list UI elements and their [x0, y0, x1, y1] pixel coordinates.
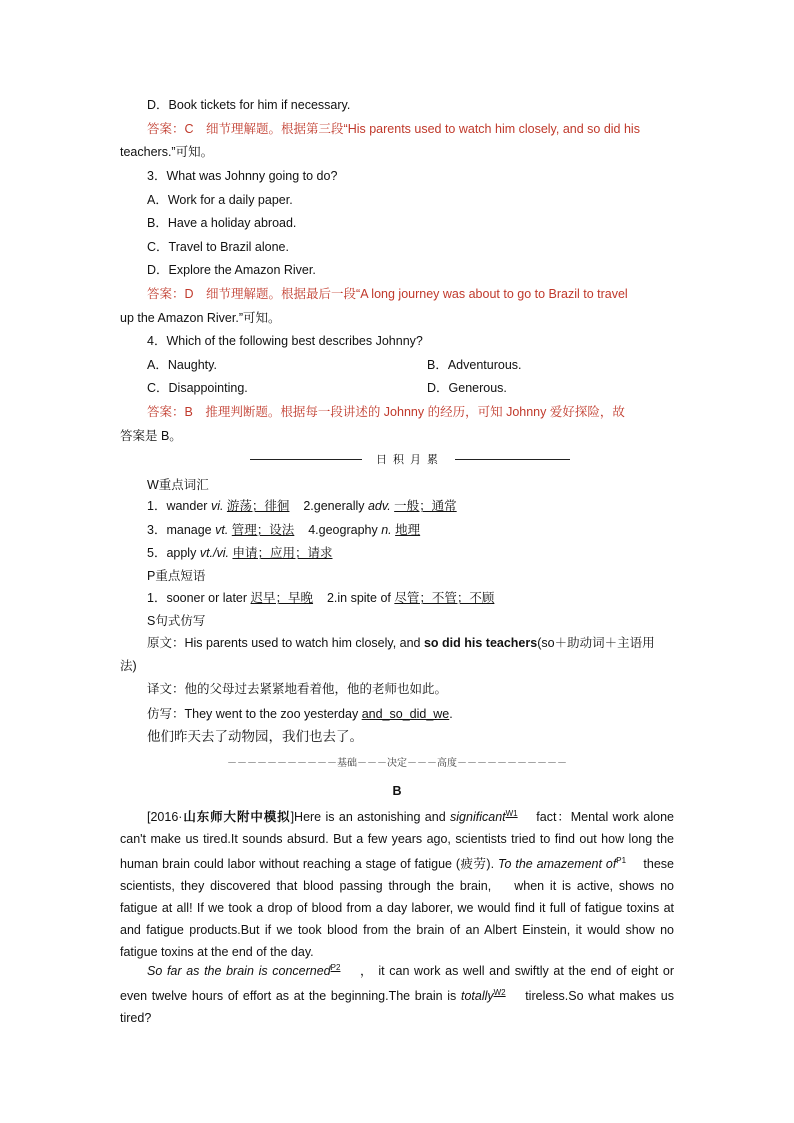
- phrase-meaning-1: 迟早；早晚: [250, 591, 314, 605]
- sentence-imitation: [147, 705, 453, 723]
- passage-text-1b: fact：Mental work alone can't make us tired.It sounds absurd. But a few years ago, scientists tried to find out how long the human brain could labor without reaching a stage of fatigue (疲劳).: [120, 810, 674, 872]
- vocab-word-4: 4.geography: [308, 523, 382, 537]
- phrases-heading: P重点短语: [147, 569, 206, 583]
- divider-line-right: [455, 459, 570, 460]
- marker-p1: P1: [616, 856, 627, 866]
- section-divider: [250, 451, 570, 469]
- section-heading: B: [392, 784, 402, 798]
- q4-option-a: A．Naughty.: [147, 358, 217, 372]
- original-highlight: so did his teachers: [423, 636, 538, 650]
- vocab-pos-5: vt./vi.: [199, 546, 229, 560]
- original-note: (so＋助动词＋主语用: [537, 636, 655, 650]
- source-name: 山东师大附中模拟: [182, 810, 291, 825]
- q2-option-d: D．Book tickets for him if necessary.: [147, 98, 351, 112]
- passage-paragraph-2: [120, 957, 674, 1029]
- vocab-meaning-4: 地理: [395, 523, 421, 537]
- passage-paragraph-1: [120, 803, 674, 963]
- q3-answer-line1: 答案：D 细节理解题。根据最后一段“A long journey was about to go to Brazil to travel: [147, 287, 628, 301]
- q3-option-c: C．Travel to Brazil alone.: [147, 240, 289, 254]
- phrase-meaning-2: 尽管；不管；不顾: [394, 591, 495, 605]
- q3-answer-line2: up the Amazon River.”可知。: [120, 311, 281, 325]
- phrase-2: 2.in spite of: [326, 591, 395, 605]
- phrase-p2: So far as the brain is concerned: [147, 964, 331, 979]
- vocab-pos-4: n.: [381, 523, 392, 537]
- phrase-1: 1．sooner or later: [147, 591, 251, 605]
- q2-answer-line2: teachers.”可知。: [120, 145, 214, 159]
- vocab-meaning-1: 游荡；徘徊: [226, 499, 290, 513]
- imitation-end: .: [449, 707, 453, 721]
- q3-option-a: A．Work for a daily paper.: [147, 193, 293, 207]
- imitation-chinese: 他们昨天去了动物园，我们也去了。: [147, 729, 363, 744]
- vocab-meaning-3: 管理；设法: [231, 523, 295, 537]
- vocab-word-2: 2.generally: [303, 499, 368, 513]
- keyword-w1: significant: [450, 810, 506, 825]
- q4-answer-line2: 答案是 B。: [120, 429, 182, 443]
- vocab-pos-3: vt.: [215, 523, 229, 537]
- original-text: 原文：His parents used to watch him closely, and: [147, 636, 424, 650]
- vocab-line-2: [147, 521, 420, 539]
- q3-option-b: B．Have a holiday abroad.: [147, 216, 297, 230]
- sentence-original-line2: 法): [120, 659, 137, 673]
- vocab-heading: W重点词汇: [147, 478, 209, 492]
- imitation-blank: and_so_did_we: [361, 707, 450, 721]
- vocab-line-1: [147, 497, 457, 515]
- vocab-line-3: [147, 544, 332, 562]
- sentence-translation: 译文：他的父母过去紧紧地看着他，他的老师也如此。: [147, 682, 448, 696]
- sentence-heading: S句式仿写: [147, 614, 206, 628]
- divider-title: 日积月累: [376, 454, 444, 466]
- q3-question: 3．What was Johnny going to do?: [147, 169, 338, 183]
- q4-answer-line1: 答案：B 推理判断题。根据每一段讲述的 Johnny 的经历，可知 Johnny 爱好探险，故: [147, 405, 625, 419]
- q4-option-c: C．Disappointing.: [147, 381, 248, 395]
- q2-answer-line1: 答案：C 细节理解题。根据第三段“His parents used to watch him closely, and so did his: [147, 122, 640, 136]
- keyword-w2: totally: [460, 989, 494, 1004]
- sentence-original: [147, 634, 655, 652]
- q4-option-b: B．Adventurous.: [427, 358, 522, 372]
- imitation-text: 仿写：They went to the zoo yesterday: [147, 707, 362, 721]
- marker-w2: W2: [493, 988, 506, 998]
- q4-question: 4．Which of the following best describes Johnny?: [147, 334, 423, 348]
- passage-text-1a: ]Here is an astonishing and: [290, 810, 451, 825]
- passage-text-2a: ， it can work as well and swiftly at the end of eight or even twelve hours of effort as at the beginning.The brain is: [120, 964, 674, 1004]
- q3-option-d: D．Explore the Amazon River.: [147, 263, 316, 277]
- vocab-word-5: 5．apply: [147, 546, 200, 560]
- vocab-pos-2: adv.: [367, 499, 391, 513]
- vocab-pos-1: vi.: [210, 499, 224, 513]
- passage-text-1c: these scientists, they discovered that blood passing through the brain, when it is active, shows no fatigue at all! If we took a drop of blood from a day laborer, we would find it full of fatigue toxins at and fatigue products.But if we took blood from the brain of an Albert Einstein, it would show no fatigue toxins at the end of the day.: [120, 857, 674, 960]
- vocab-meaning-5: 申请；应用；请求: [232, 546, 333, 560]
- motto-dash-line: －－－－－－－－－－－基础－－－决定－－－高度－－－－－－－－－－－: [227, 758, 567, 769]
- marker-w1: W1: [505, 809, 518, 818]
- phrases-line-1: [147, 589, 494, 607]
- phrase-p1: To the amazement of: [497, 857, 617, 872]
- source-prefix: [2016·: [147, 810, 183, 825]
- q4-option-d: D．Generous.: [427, 381, 507, 395]
- passage-text-2b: tireless.So what makes us tired?: [120, 989, 675, 1026]
- marker-p2: P2: [330, 963, 341, 972]
- vocab-word-1: 1．wander: [147, 499, 211, 513]
- vocab-meaning-2: 一般；通常: [394, 499, 457, 513]
- vocab-word-3: 3．manage: [147, 523, 216, 537]
